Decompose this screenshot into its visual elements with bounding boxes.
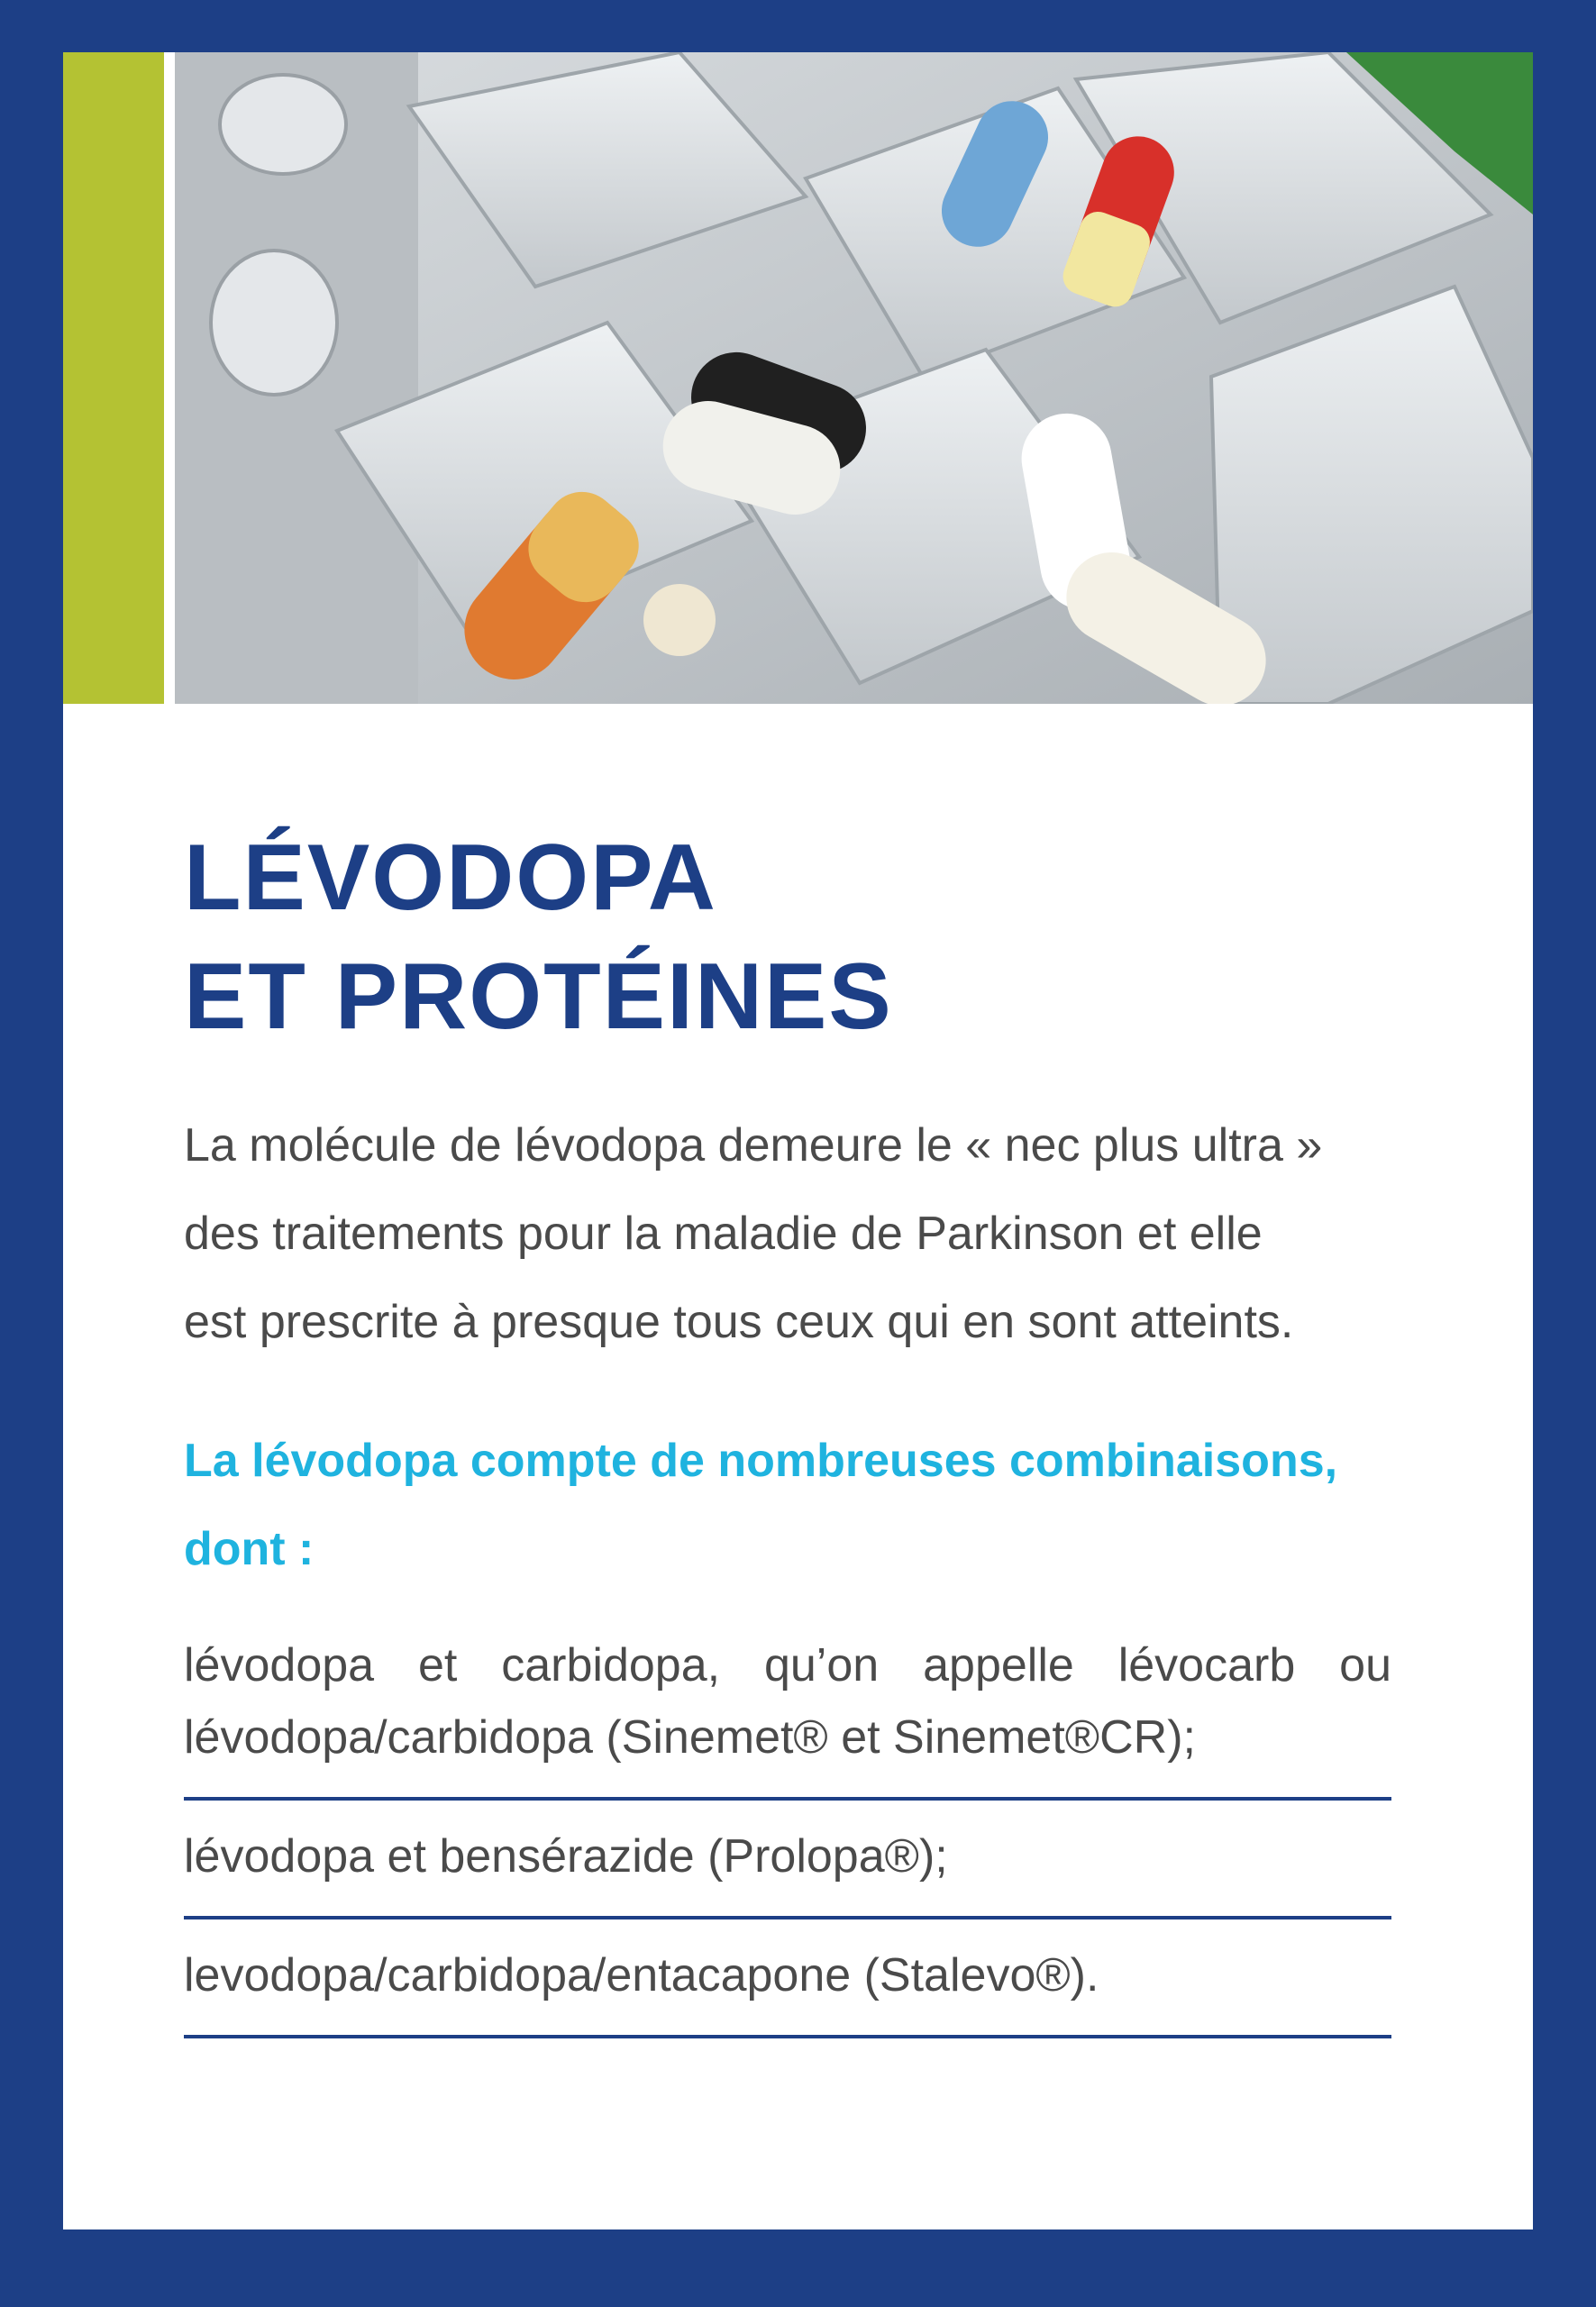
list-item — [184, 1919, 1391, 2038]
subheading-line-1: La lévodopa compte de nombreuses combinaisons, — [184, 1435, 1338, 1487]
list-item-line: levodopa/carbidopa/entacapone (Stalevo®). — [184, 1949, 1099, 2002]
intro-line-2: des traitements pour la maladie de Parkinson et elle — [184, 1208, 1263, 1260]
title-line-2: ET PROTÉINES — [184, 944, 893, 1049]
page-title — [184, 818, 1391, 1056]
pill-organizer-icon — [175, 52, 1533, 704]
list-item — [184, 1620, 1391, 1801]
article-content — [184, 818, 1391, 2038]
list-item-line: lévodopa/carbidopa (Sinemet® et Sinemet®CR); — [184, 1711, 1196, 1764]
card-page — [63, 52, 1533, 2229]
subheading-line-2: dont : — [184, 1523, 315, 1575]
list-item-line: lévodopa et bensérazide (Prolopa®); — [184, 1830, 948, 1883]
intro-paragraph — [184, 1101, 1391, 1366]
pill-organizer-photo — [175, 52, 1533, 704]
intro-line-3: est prescrite à presque tous ceux qui en sont atteints. — [184, 1296, 1294, 1348]
subheading — [184, 1417, 1391, 1593]
list-item-line: lévodopa et carbidopa, qu’on appelle lévocarb ou — [184, 1639, 1391, 1691]
accent-bar — [63, 52, 164, 704]
combinations-list — [184, 1620, 1391, 2038]
list-item — [184, 1801, 1391, 1919]
intro-line-1: La molécule de lévodopa demeure le « nec plus ultra » — [184, 1119, 1323, 1172]
title-line-1: LÉVODOPA — [184, 825, 717, 930]
